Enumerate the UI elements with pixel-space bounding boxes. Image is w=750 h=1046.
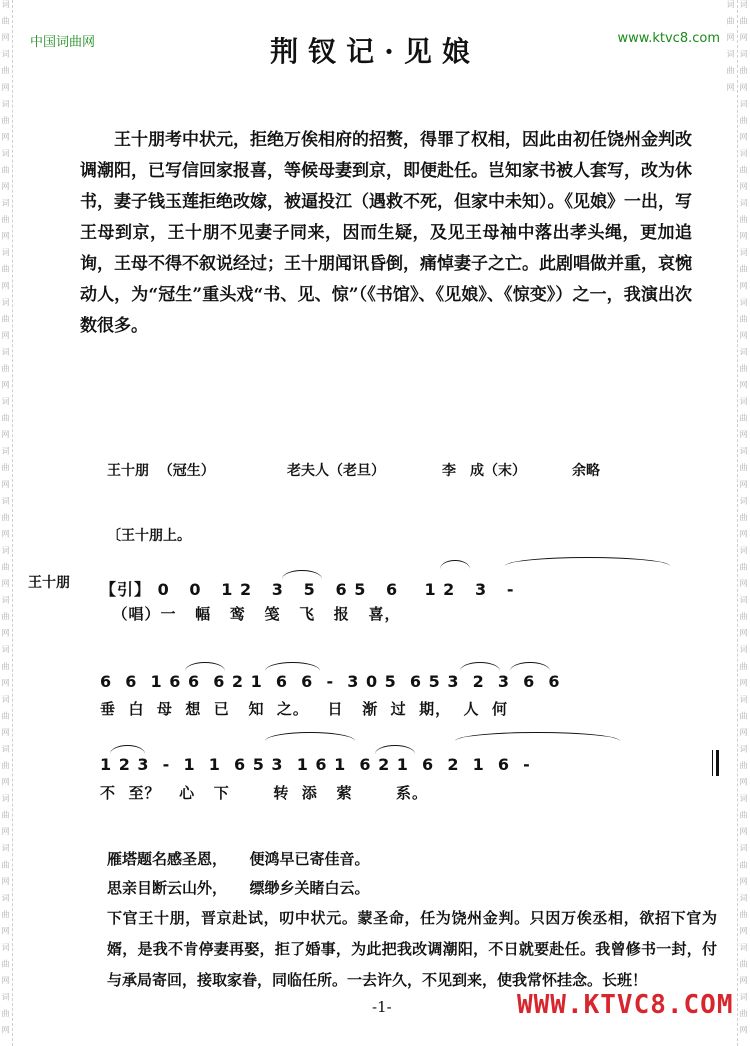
score-lyrics-line-1: （唱）一 幅 鸾 笺 飞 报 喜， — [100, 605, 401, 623]
page-title: 荆钗记·见娘 — [270, 35, 480, 68]
score-notes-line-3: 1 2 3 - 1 1 6 5 3 1 6 1 6 2 1 6 2 1 6 - — [100, 755, 531, 774]
left-margin-watermark: 词 曲 网 词 曲 网 词 曲 网 词 曲 网 词 曲 网 词 曲 网 词 曲 网 词 曲 网 词 曲 网 词 曲 网 词 曲 网 词 曲 网 词 曲 网 词 曲 网 词 曲 网 词 曲 网 词 曲 网 词 曲 网 词 曲 网 词 曲 网 词 曲 网 — [0, 0, 13, 1046]
footer-watermark-url: WWW.KTVC8.COM — [517, 990, 734, 1020]
score-notes-line-1: 【引】 0 0 1 2 3 5 6 5 6 1 2 3 - — [100, 580, 515, 599]
slur-mark — [455, 732, 620, 741]
slur-mark — [185, 662, 225, 671]
cast-item: 李 成（末） — [442, 463, 526, 479]
site-name: 中国词曲网 — [30, 35, 96, 50]
slur-mark — [460, 662, 500, 671]
site-url[interactable]: www.ktvc8.com — [617, 31, 720, 46]
slur-mark — [110, 745, 145, 754]
spoken-prose: 下官王十朋，晋京赴试，叨中状元。蒙圣命，任为饶州金判。只因万俟丞相，欲招下官为婿，是我不肯停妻再娶，拒了婚事，为此把我改调潮阳，不日就要赴任。我曾修书一封，付与承局寄回，接取家眷，同临任所。一去许久，不见到来，使我常怀挂念。长班！ — [107, 909, 717, 989]
verse-line: 思亲目断云山外， 缥缈乡关睹白云。 — [107, 879, 370, 897]
slur-mark — [510, 662, 550, 671]
right-margin-watermark: 词 曲 网 词 曲 网 词 曲 网 词 曲 网 词 曲 网 词 曲 网 词 曲 网 词 曲 网 词 曲 网 词 曲 网 词 曲 网 词 曲 网 词 曲 网 词 曲 网 词 曲 网 词 曲 网 词 曲 网 词 曲 网 词 曲 网 词 曲 网 词 曲 网 词 曲 网 词 曲 网 — [737, 0, 750, 1046]
cast-list — [107, 460, 600, 480]
score-lyrics-line-3: 不 至？ 心 下 转 添 萦 系。 — [100, 784, 428, 802]
slur-mark — [375, 745, 415, 754]
score-lyrics-line-2: 垂 白 母 想 已 知 之。 日 渐 过 期， 人 何 — [100, 700, 509, 718]
stage-direction: 〔王十朋上。 — [107, 528, 191, 544]
end-barline — [712, 750, 719, 776]
slur-mark — [505, 557, 670, 566]
verse-line: 雁塔题名感圣恩， 便鸿早已寄佳音。 — [107, 850, 370, 868]
slur-mark — [265, 732, 355, 741]
page-number: -1- — [372, 998, 392, 1016]
cast-item: 老夫人（老旦） — [287, 463, 385, 479]
cast-item: 王十朋 （冠生） — [107, 463, 215, 479]
cast-item: 余略 — [572, 463, 600, 479]
singer-label: 王十朋 — [28, 575, 70, 591]
score-notes-line-2: 6 6 1 6 6 6 2 1 6 6 - 3 0 5 6 5 3 2 3 6 6 — [100, 672, 561, 691]
slur-mark — [265, 662, 320, 671]
intro-paragraph: 王十朋考中状元，拒绝万俟相府的招赘，得罪了权相，因此由初任饶州金判改调潮阳，已写信回家报喜，等候母妻到京，即便赴任。岂知家书被人套写，改为休书，妻子钱玉莲拒绝改嫁，被逼投江（遇救不死，但家中未知）。《见娘》一出，写王母到京，王十朋不见妻子同来，因而生疑，及见王母袖中落出孝头绳，更加追询，王母不得不叙说经过；王十朋闻讯昏倒，痛悼妻子之亡。此剧唱做并重，哀惋动人，为“冠生”重头戏“书、见、惊”（《书馆》、《见娘》、《惊变》）之一，我演出次数很多。 — [80, 130, 692, 336]
slur-mark — [440, 560, 470, 569]
